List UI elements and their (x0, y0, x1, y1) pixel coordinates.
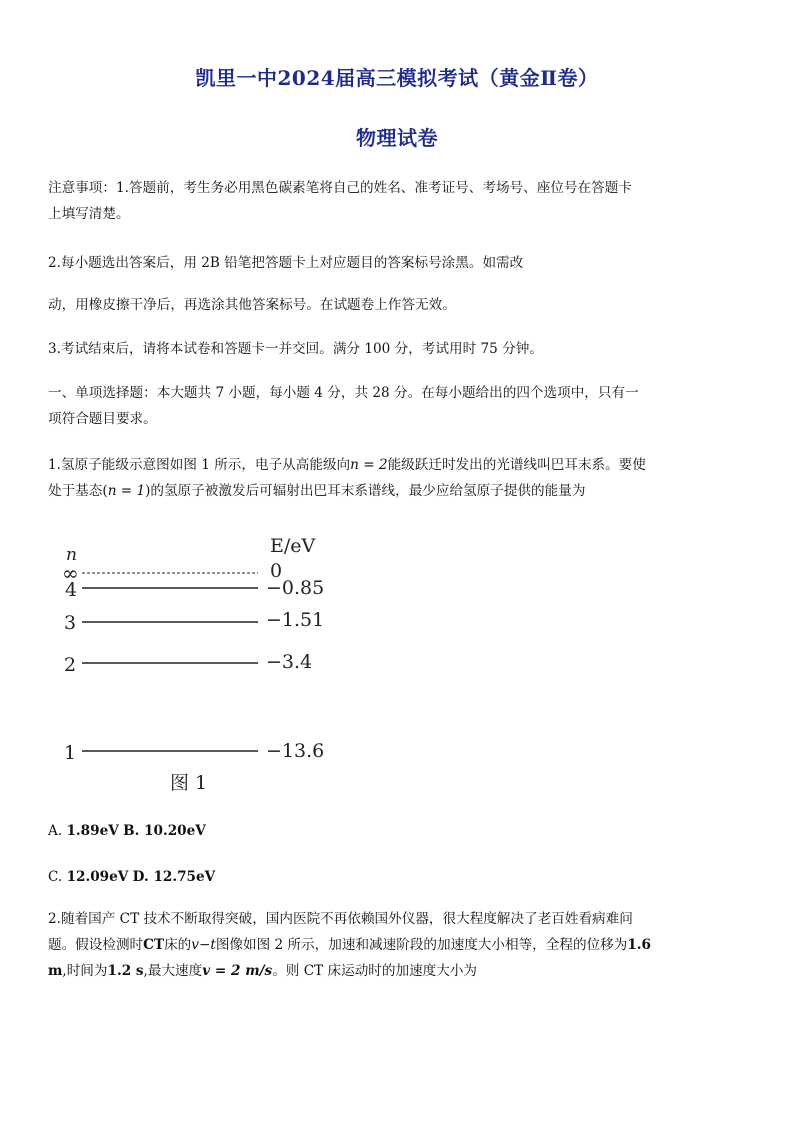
option-c: 12.09eV (66, 869, 129, 885)
q1-options-ab (48, 818, 748, 844)
e-axis-label: E/eV (270, 535, 316, 557)
level-1-n: 1 (64, 742, 77, 764)
figure-1-caption: 图 1 (170, 772, 208, 794)
exam-subtitle: 物理试卷 (356, 126, 438, 150)
note-1 (48, 175, 748, 227)
option-d: D. 12.75eV (132, 869, 216, 885)
q2-ct: CT (143, 937, 165, 953)
q1-math-n2: n = 2 (350, 457, 388, 473)
level-inf-n: ∞ (62, 561, 79, 585)
exam-title: 凯里一中2024届高三模拟考试（黄金Ⅱ卷） (195, 66, 599, 90)
level-inf-energy: 0 (270, 560, 283, 582)
section-1-line-1: 一、单项选择题：本大题共 7 小题，每小题 4 分，共 28 分。在每小题给出的四个选项中，只有一 (48, 385, 639, 401)
note-2-line-2: 动，用橡皮擦干净后，再选涂其他答案标号。在试题卷上作答无效。 (48, 297, 456, 313)
q1-options-cd (48, 864, 748, 890)
option-c-prefix: C. (48, 869, 63, 885)
q2-max-speed: v = 2 m/s (202, 963, 273, 979)
n-axis-label: n (66, 545, 77, 565)
q1-text-a: 1.氢原子能级示意图如图 1 所示，电子从高能级向 (48, 457, 351, 473)
question-2-line-1: 2.随着国产 CT 技术不断取得突破，国内医院不再依赖国外仪器，很大程度解决了老百姓看病难问 (48, 911, 633, 927)
note-3 (48, 336, 748, 362)
question-2-line-2 (48, 932, 748, 958)
note-3-line: 3.考试结束后，请将本试卷和答题卡一并交回。满分 100 分，考试用时 75 分钟。 (48, 341, 543, 357)
section-1-header (48, 380, 748, 432)
q2-vt: v−t (191, 937, 216, 953)
question-1-line-1 (48, 452, 748, 478)
section-1-line-2: 项符合题目要求。 (48, 411, 157, 427)
q1-text-b: 能级跃迁时发出的光谱线叫巴耳末系。要使 (387, 457, 646, 473)
option-a-prefix: A. (48, 823, 63, 839)
energy-level-svg (52, 530, 352, 800)
q1-text-c: 处于基态( (48, 483, 108, 499)
note-1-line-2: 上填写清楚。 (48, 206, 130, 222)
note-2 (48, 250, 748, 276)
q1-math-n1: n = 1 (107, 483, 146, 499)
level-2-n: 2 (64, 654, 77, 676)
q2-text-2a: 题。假设检测时 (48, 937, 144, 953)
level-4-energy: −0.85 (266, 577, 325, 599)
level-2-energy: −3.4 (266, 651, 313, 673)
option-a: 1.89eV (66, 823, 119, 839)
note-2-line-1: 2.每小题选出答案后，用 2B 铅笔把答题卡上对应题目的答案标号涂黑。如需改 (48, 255, 524, 271)
q2-text-3d: ,最大速度 (143, 963, 203, 979)
level-4-n: 4 (65, 579, 78, 601)
note-1-line-1: 注意事项：1.答题前，考生务必用黑色碳素笔将自己的姓名、准考证号、考场号、座位号在答题卡 (48, 180, 632, 196)
q2-unit-m: m (48, 963, 63, 979)
q2-text-3b: ,时间为 (62, 963, 108, 979)
level-1-energy: −13.6 (266, 740, 325, 762)
level-3-energy: −1.51 (266, 609, 325, 631)
q1-text-d: )的氢原子被激发后可辐射出巴耳末系谱线，最少应给氢原子提供的能量为 (145, 483, 586, 499)
q2-displacement: 1.6 (627, 937, 651, 953)
option-b: B. 10.20eV (123, 823, 206, 839)
question-2-line-3 (48, 958, 748, 984)
level-3-n: 3 (64, 612, 77, 634)
note-2-cont (48, 292, 748, 318)
q2-time: 1.2 s (107, 963, 144, 979)
q2-text-2c: 床的 (164, 937, 192, 953)
q2-text-2e: 图像如图 2 所示，加速和减速阶段的加速度大小相等，全程的位移为 (215, 937, 628, 953)
q2-text-3f: 。则 CT 床运动时的加速度大小为 (272, 963, 478, 979)
question-2 (48, 906, 748, 984)
question-1 (48, 452, 748, 504)
energy-level-diagram (52, 530, 352, 800)
question-1-line-2 (48, 478, 748, 504)
